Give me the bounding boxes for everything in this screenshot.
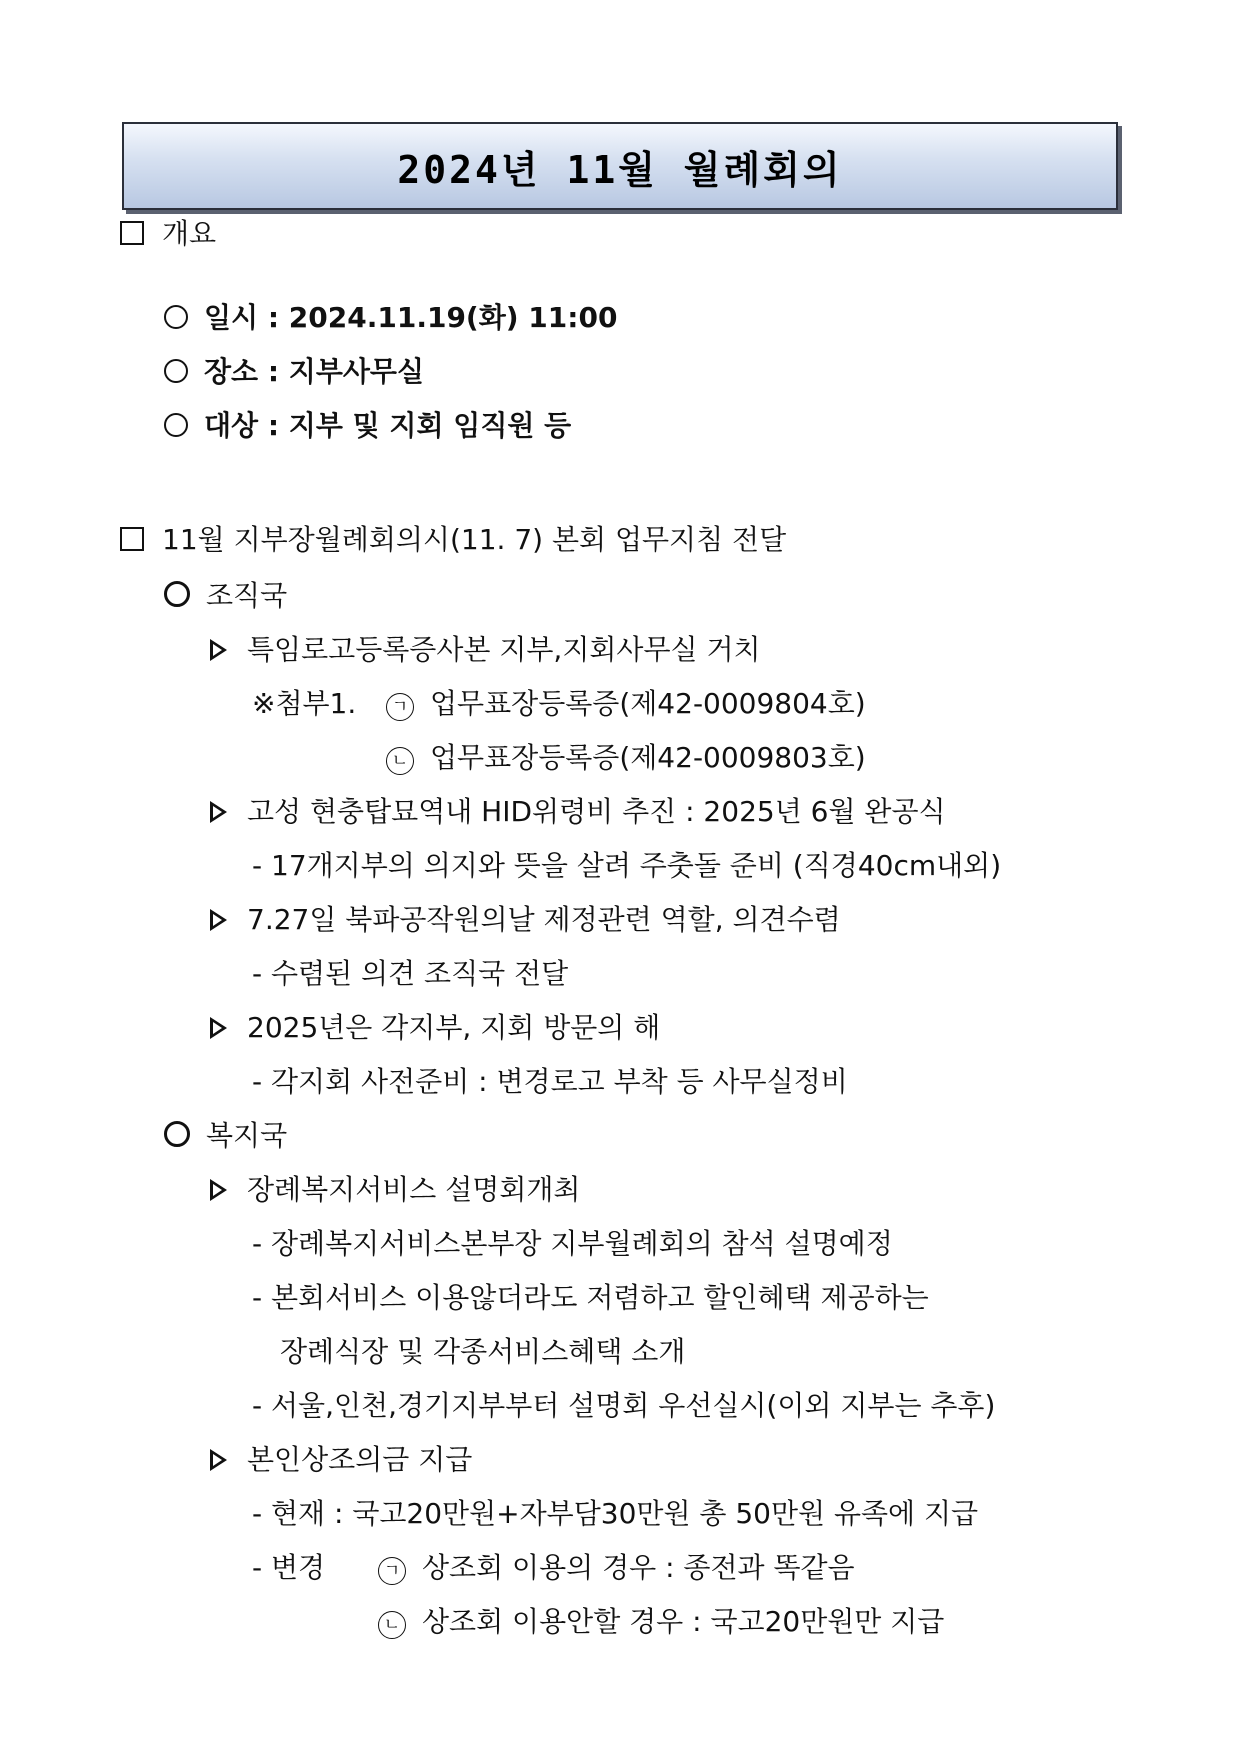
triangle-bullet-icon: [210, 1017, 227, 1039]
circle-bullet-icon: [164, 581, 190, 607]
square-bullet-icon: [120, 221, 144, 245]
welfare-item-1-sub2: - 본회서비스 이용않더라도 저렴하고 할인혜택 제공하는: [252, 1281, 929, 1314]
circled-letter-marker: ㄱ: [386, 693, 414, 721]
triangle-bullet-icon: [210, 1179, 227, 1201]
welfare-heading-row: [164, 1118, 287, 1154]
org-heading-row: [164, 578, 287, 614]
circle-bullet-icon: [164, 413, 188, 437]
welfare-item-1: 장례복지서비스 설명회개최: [210, 1172, 580, 1208]
overview-item-target: 대상 : 지부 및 지회 임직원 등: [164, 408, 571, 444]
change-label: - 변경: [252, 1551, 326, 1584]
overview-item-place: 장소 : 지부사무실: [164, 354, 424, 390]
org-item-2: 고성 현충탑묘역내 HID위령비 추진 : 2025년 6월 완공식: [210, 794, 946, 830]
welfare-item-2-sub1: - 현재 : 국고20만원+자부담30만원 총 50만원 유족에 지급: [252, 1497, 979, 1530]
circle-bullet-icon: [164, 305, 188, 329]
welfare-item-1-sub2-cont: 장례식장 및 각종서비스혜택 소개: [280, 1335, 686, 1368]
circle-bullet-icon: [164, 359, 188, 383]
org-item-2-sub: - 17개지부의 의지와 뜻을 살려 주춧돌 준비 (직경40cm내외): [252, 849, 1002, 882]
org-item-1-attach-b: ㄴ 업무표장등록증(제42-0009803호): [386, 740, 866, 776]
circled-letter-marker: ㄴ: [378, 1611, 406, 1639]
page-title: 2024년 11월 월례회의: [397, 147, 843, 192]
square-bullet-icon: [120, 527, 144, 551]
triangle-bullet-icon: [210, 1449, 227, 1471]
section2-heading-row: [120, 522, 786, 558]
org-heading: 조직국: [206, 579, 288, 612]
triangle-bullet-icon: [210, 639, 227, 661]
overview-item-date: 일시 : 2024.11.19(화) 11:00: [164, 300, 617, 336]
org-item-3: 7.27일 북파공작원의날 제정관련 역할, 의견수렴: [210, 902, 841, 938]
welfare-item-1-sub1: - 장례복지서비스본부장 지부월례회의 참석 설명예정: [252, 1227, 893, 1260]
triangle-bullet-icon: [210, 909, 227, 931]
org-item-3-sub: - 수렴된 의견 조직국 전달: [252, 957, 569, 990]
section2-heading: 11월 지부장월례회의시(11. 7) 본회 업무지침 전달: [162, 523, 787, 556]
welfare-item-2-sub2-b: ㄴ 상조회 이용안할 경우 : 국고20만원만 지급: [378, 1604, 944, 1640]
welfare-item-2: 본인상조의금 지급: [210, 1442, 472, 1478]
circle-bullet-icon: [164, 1121, 190, 1147]
org-item-1-attach-a: ※첨부1. ㄱ 업무표장등록증(제42-0009804호): [252, 687, 866, 720]
title-banner: [122, 122, 1118, 210]
welfare-item-2-sub2: - 변경 ㄱ 상조회 이용의 경우 : 종전과 똑같음: [252, 1551, 855, 1584]
overview-heading-row: [120, 216, 216, 252]
org-item-4: 2025년은 각지부, 지회 방문의 해: [210, 1010, 660, 1046]
org-item-1: 특임로고등록증사본 지부,지회사무실 거치: [210, 632, 761, 668]
welfare-item-1-sub3: - 서울,인천,경기지부부터 설명회 우선실시(이외 지부는 추후): [252, 1389, 996, 1422]
circled-letter-marker: ㄴ: [386, 747, 414, 775]
attachment-note: ※첨부1.: [252, 687, 357, 720]
welfare-heading: 복지국: [206, 1119, 288, 1152]
triangle-bullet-icon: [210, 801, 227, 823]
overview-heading: 개요: [162, 217, 217, 250]
org-item-4-sub: - 각지회 사전준비 : 변경로고 부착 등 사무실정비: [252, 1065, 848, 1098]
circled-letter-marker: ㄱ: [378, 1557, 406, 1585]
